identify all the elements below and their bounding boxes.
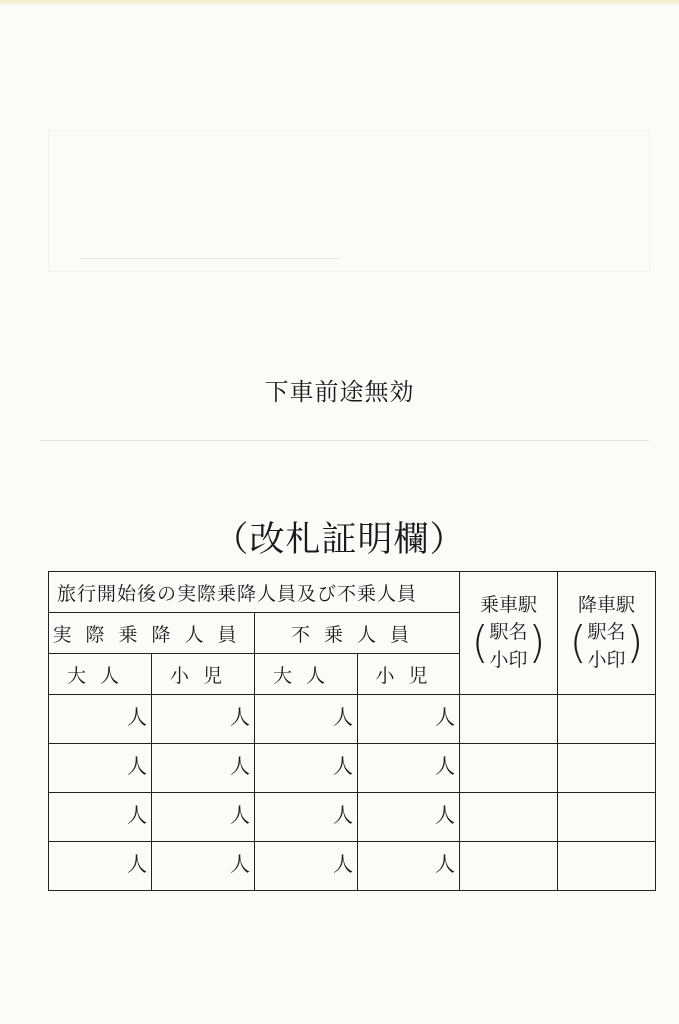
section-title: （改札証明欄） <box>213 520 466 560</box>
alighting-seal-cell <box>558 842 656 891</box>
table-row <box>49 793 656 842</box>
invalid-notice: 下車前途無効 <box>264 378 415 406</box>
boarding-station-seal-label: ( 駅名 小印 ) <box>476 619 542 674</box>
alighting-station-seal-label: ( 駅名 小印 ) <box>574 619 640 674</box>
unit-label: 人 <box>435 754 456 778</box>
table-header-span: 旅行開始後の実際乗降人員及び不乗人員 <box>49 572 460 613</box>
alighting-seal-cell <box>558 793 656 842</box>
actual-child-header: 小児 <box>152 654 255 695</box>
unit-label: 人 <box>230 705 250 729</box>
unit-label: 人 <box>127 803 147 827</box>
boarding-seal-cell <box>460 793 558 842</box>
boarding-station-header <box>460 572 558 695</box>
bleed-through-line <box>40 440 650 441</box>
alighting-station-header <box>558 572 656 695</box>
unit-label: 人 <box>127 852 147 876</box>
unit-label: 人 <box>333 852 353 876</box>
group-nonride-header: 不乗人員 <box>255 613 460 654</box>
alighting-seal-cell <box>558 744 656 793</box>
nonride-child-header: 小児 <box>358 654 460 695</box>
boarding-seal-cell <box>460 695 558 744</box>
table-row <box>49 695 656 744</box>
unit-label: 人 <box>127 705 147 729</box>
table-row <box>49 744 656 793</box>
boarding-station-title: 乗車駅 <box>480 593 538 616</box>
unit-label: 人 <box>435 852 456 876</box>
unit-label: 人 <box>230 852 250 876</box>
unit-label: 人 <box>333 705 353 729</box>
nonride-adult-header: 大人 <box>255 654 358 695</box>
unit-label: 人 <box>333 803 353 827</box>
unit-label: 人 <box>333 754 353 778</box>
boarding-seal-cell <box>460 842 558 891</box>
boarding-seal-cell <box>460 744 558 793</box>
unit-label: 人 <box>127 754 147 778</box>
ticket-gate-certificate-table <box>48 571 656 891</box>
unit-label: 人 <box>230 803 250 827</box>
actual-adult-header: 大人 <box>49 654 152 695</box>
table-row <box>49 842 656 891</box>
bleed-through-panel <box>48 130 650 272</box>
unit-label: 人 <box>230 754 250 778</box>
unit-label: 人 <box>435 803 456 827</box>
alighting-station-title: 降車駅 <box>578 593 636 616</box>
bleed-through-line <box>80 258 340 259</box>
alighting-seal-cell <box>558 695 656 744</box>
unit-label: 人 <box>435 705 456 729</box>
group-actual-header: 実際乗降人員 <box>49 613 255 654</box>
scan-edge-tint <box>0 0 679 6</box>
